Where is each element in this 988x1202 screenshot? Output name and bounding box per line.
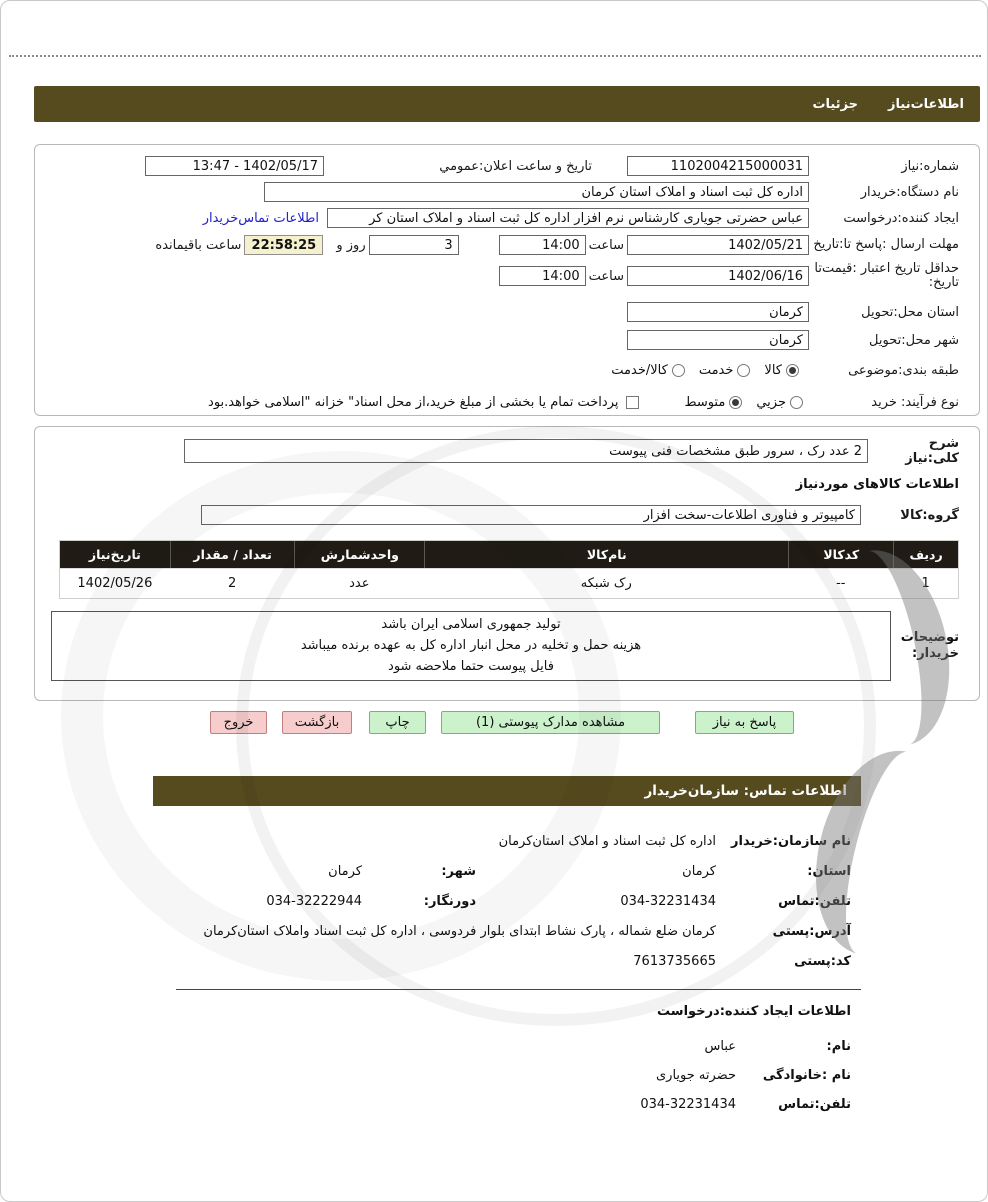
group-input[interactable]	[201, 505, 861, 525]
buyer-org-input[interactable]	[264, 182, 809, 202]
validity-label-line2: تاریخ:	[928, 275, 959, 290]
col-item-name: نام‌کالا	[424, 541, 788, 568]
cell-row-number: 1	[921, 576, 930, 591]
postal-code-label: کد:پستی	[794, 954, 851, 969]
last-name-value: حضرته جویاری	[656, 1068, 736, 1083]
notes-line: فایل پیوست حتما ملاحضه شود	[388, 659, 554, 674]
need-number-row	[45, 155, 959, 177]
table-row	[60, 568, 958, 598]
cell-need-date	[60, 569, 170, 598]
validity-date-input[interactable]	[627, 266, 809, 286]
creator-value: عباس حضرتی جویاری کارشناس نرم افزار اداره کل ثبت اسناد و املاک استان کر	[369, 210, 803, 226]
summary-row	[47, 436, 959, 466]
validity-time-label: ساعت	[588, 268, 624, 284]
phone-number: 034-32231434	[620, 894, 716, 909]
goods-panel	[34, 426, 980, 701]
deadline-label: مهلت ارسال :پاسخ تا:تاریخ	[813, 237, 959, 252]
radio-label: کالا	[764, 362, 782, 378]
back-button[interactable]: بازگشت	[282, 711, 352, 734]
creator-info-section	[153, 1004, 861, 1113]
summary-input[interactable]	[184, 439, 868, 463]
validity-label-line1: حداقل تاریخ اعتبار :قیمت‌تا	[814, 261, 959, 276]
classification-label: طبقه بندی:موضوعی	[848, 362, 959, 378]
contact-fax-label: دورنگار:	[423, 894, 476, 909]
process-option-minor[interactable]	[756, 395, 803, 410]
summary-label: شرح کلی:نیاز	[905, 436, 959, 466]
validity-date-value: 1402/06/16	[728, 268, 803, 284]
city-value: کرمان	[769, 332, 803, 348]
process-type-row	[45, 391, 959, 413]
need-number-label: شماره:نیاز	[901, 158, 959, 174]
contact-fax-value	[266, 893, 362, 911]
buyer-contact-section	[153, 776, 861, 971]
buyer-contact-link[interactable]: اطلاعات تماس‌خریدار	[202, 210, 319, 226]
buyer-org-value: اداره کل ثبت اسناد و املاک استان کرمان	[581, 184, 803, 200]
col-row-number: ردیف	[893, 541, 958, 568]
col-quantity: تعداد / مقدار	[170, 541, 295, 568]
deadline-time-input[interactable]	[499, 235, 586, 255]
fax-number: 034-32222944	[266, 894, 362, 909]
process-type-label: نوع فرآیند: خرید	[871, 394, 959, 410]
radio-label: کالا/خدمت	[611, 362, 668, 378]
radio-icon	[672, 364, 685, 377]
process-option-medium[interactable]	[684, 395, 742, 410]
org-name-label: نام سازمان:خریدار	[731, 834, 851, 849]
deadline-row	[45, 234, 959, 256]
need-number-value: 1102004215000031	[670, 158, 803, 174]
treasury-payment-checkbox[interactable]	[626, 396, 639, 409]
group-value: کامپیوتر و فناوری اطلاعات-سخت افزار	[643, 507, 855, 523]
org-name-row	[153, 833, 861, 851]
city-row	[45, 329, 959, 351]
contact-province-value: کرمان	[682, 864, 716, 879]
radio-icon	[790, 396, 803, 409]
postal-code-number: 7613735665	[633, 954, 716, 969]
col-need-date: تاریخ‌نیاز	[88, 547, 141, 562]
classification-option-service[interactable]	[699, 363, 751, 378]
province-row	[45, 301, 959, 323]
need-info-panel	[34, 144, 980, 416]
last-name-label: نام :خانوادگی	[762, 1068, 851, 1083]
org-name-value: اداره کل ثبت اسناد و املاک استان‌کرمان	[498, 834, 716, 849]
action-buttons	[210, 711, 794, 734]
treasury-payment-label: پرداخت تمام یا بخشی از مبلغ خرید،از محل اسناد" خزانه "اسلامی خواهد.بود	[208, 394, 619, 410]
summary-value: 2 عدد رک ، سرور طبق مشخصات فنی پیوست	[609, 443, 862, 459]
last-name-row	[153, 1067, 861, 1084]
province-value: کرمان	[769, 304, 803, 320]
deadline-time-value: 14:00	[542, 237, 580, 253]
buyer-org-row	[45, 181, 959, 203]
notes-line: تولید جمهوری اسلامی ایران باشد	[381, 617, 561, 632]
cell-quantity: 2	[227, 576, 237, 591]
print-button[interactable]: چاپ	[369, 711, 426, 734]
buyer-notes-row	[47, 611, 959, 681]
respond-button[interactable]: پاسخ به نیاز	[695, 711, 794, 734]
province-label: استان محل:تحویل	[861, 304, 959, 320]
deadline-days-value: 3	[444, 237, 453, 253]
classification-option-goods-service[interactable]	[611, 363, 685, 378]
goods-table-header	[60, 541, 958, 568]
group-label: گروه:کالا	[900, 507, 959, 523]
countdown-value: 22:58:25	[251, 237, 317, 253]
deadline-days-input[interactable]	[369, 235, 459, 255]
classification-row	[45, 359, 959, 381]
radio-label: متوسط	[684, 394, 726, 410]
countdown-label: ساعت باقیمانده	[155, 237, 242, 253]
validity-label	[809, 262, 959, 290]
first-name-value: عباس	[704, 1039, 736, 1054]
notes-label-line2: خریدار:	[912, 646, 959, 661]
buyer-contact-header: اطلاعات تماس: سازمان‌خریدار	[153, 776, 861, 806]
buyer-org-label: نام دستگاه:خریدار	[860, 184, 959, 200]
buyer-notes-textarea[interactable]	[51, 611, 891, 681]
creator-phone-label: تلفن:تماس	[778, 1097, 851, 1112]
contact-address-value: کرمان ضلع شماله ، پارک نشاط ابتدای بلوار فردوسی ، اداره کل ثبت اسناد واملاک استان‌کرمان	[203, 924, 716, 939]
validity-time-value: 14:00	[542, 268, 580, 284]
col-item-code: کدکالا	[788, 541, 893, 568]
contact-phone-value	[476, 893, 716, 911]
exit-button[interactable]: خروج	[210, 711, 267, 734]
tab-details[interactable]: جزئیات	[812, 96, 859, 112]
notes-line: هزینه حمل و تخلیه در محل انبار اداره کل به عهده برنده میباشد	[300, 638, 642, 653]
contact-city-value: کرمان	[328, 864, 362, 879]
creator-label: ایجاد کننده:درخواست	[843, 210, 959, 226]
cell-need-date-value: 1402/05/26	[77, 576, 153, 591]
col-unit: واحدشمارش	[294, 541, 424, 568]
countdown-timer	[244, 235, 323, 255]
top-tab-bar	[34, 86, 980, 122]
need-number-input[interactable]	[627, 156, 809, 176]
cell-unit: عدد	[349, 576, 370, 591]
phone-fax-row	[153, 893, 861, 911]
section-divider	[176, 989, 861, 990]
group-row	[47, 504, 959, 526]
cell-item-name: رک شبکه	[580, 576, 632, 591]
tab-need-info[interactable]: اطلاعات‌نیاز	[888, 96, 964, 112]
view-attachments-button[interactable]: مشاهده مدارک پیوستی (1)	[441, 711, 660, 734]
province-input[interactable]	[627, 302, 809, 322]
province-city-row	[153, 863, 861, 881]
goods-section-title: اطلاعات کالاهای موردنیاز	[795, 477, 959, 492]
deadline-days-label: روز و	[336, 237, 366, 253]
contact-province-label: استان:	[807, 864, 851, 879]
buyer-notes-label	[897, 630, 959, 662]
city-label: شهر محل:تحویل	[869, 332, 959, 348]
address-row	[153, 923, 861, 941]
goods-table	[59, 540, 959, 599]
validity-row	[45, 261, 959, 291]
deadline-date-value: 1402/05/21	[728, 237, 803, 253]
creator-phone-number: 034-32231434	[640, 1097, 736, 1112]
radio-icon	[786, 364, 799, 377]
creator-info-title: اطلاعات ایجاد کننده:درخواست	[657, 1004, 851, 1019]
radio-icon	[737, 364, 750, 377]
announce-value: 13:47 - 1402/05/17	[192, 158, 318, 174]
validity-time-input[interactable]	[499, 266, 586, 286]
radio-label: خدمت	[698, 362, 734, 378]
contact-phone-label: تلفن:تماس	[778, 894, 851, 909]
top-divider	[9, 55, 981, 57]
creator-input[interactable]	[327, 208, 809, 228]
deadline-time-label: ساعت	[588, 237, 624, 253]
creator-phone-value	[640, 1096, 736, 1113]
contact-address-label: آدرس:پستی	[772, 924, 851, 939]
creator-row	[45, 207, 959, 229]
deadline-date-input[interactable]	[627, 235, 809, 255]
radio-label: جزيي	[756, 394, 786, 410]
postal-code-row	[153, 953, 861, 971]
contact-city-label: شهر:	[441, 864, 476, 879]
first-name-label: نام:	[826, 1039, 851, 1054]
radio-icon	[729, 396, 742, 409]
classification-option-goods[interactable]	[764, 363, 799, 378]
first-name-row	[153, 1038, 861, 1055]
creator-phone-row	[153, 1096, 861, 1113]
postal-code-value	[633, 953, 716, 971]
announce-label: تاریخ و ساعت اعلان:عمومي	[439, 158, 592, 174]
cell-item-code: --	[836, 576, 846, 591]
announce-input[interactable]	[145, 156, 324, 176]
notes-label-line1: توضیحات	[900, 630, 959, 645]
city-input[interactable]	[627, 330, 809, 350]
